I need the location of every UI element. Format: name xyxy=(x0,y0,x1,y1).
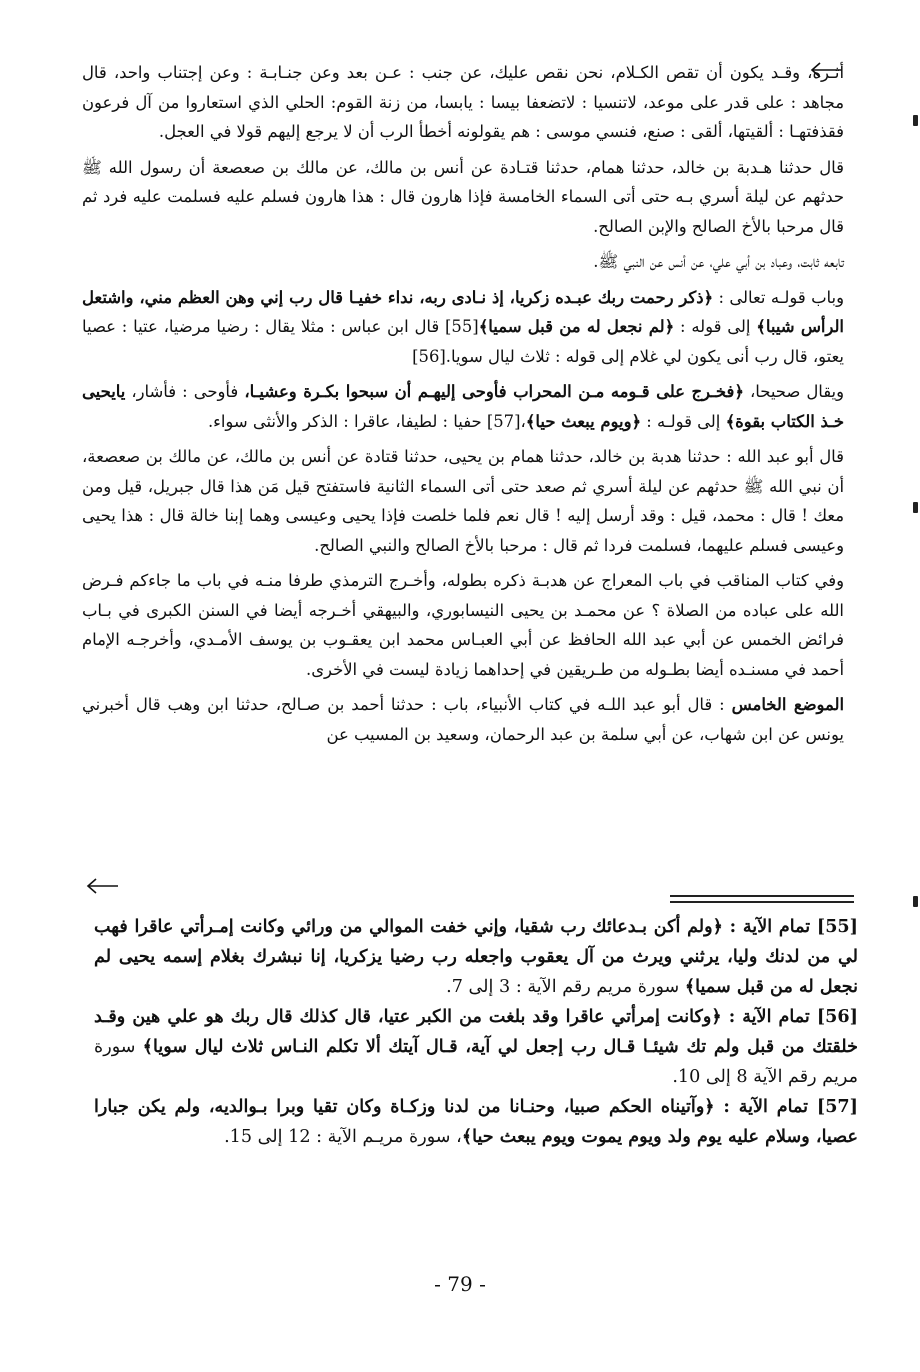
quran-verse-quote: يايحيى خـذ الكتاب بقوة﴾ xyxy=(82,382,844,431)
paragraph-5-link: إلى قولـه : xyxy=(641,411,726,431)
paragraph-7: وفي كتاب المناقب في باب المعراج عن هدبـة ذكره بطوله، وأخـرج الترمذي طرفا منـه في باب ما جاءكم فـرض الله على عباده من الصلاة ؟ عن محمـد بن يحيى النيسابوري، والبيهقي أخـرجه أيضا في السنن الكبرى في بـاب فرائض الخمس عن أبي عبد الله الحافظ عن أبي العبـاس محمد ابن يعقـوب بن يوسف الأمـدي، وأخرجـه الإمام أحمد في مسنـده أيضا بطـوله من طـريقين في إحداهما زيادة ليست في الأخرى. xyxy=(82,571,844,679)
footnote-text: تمام الآية : ﴿ولم أكن بـدعائك رب شقيا، وإني خفت الموالي من ورائي وكانت إمـرأتي عاقرا فهب لي من لدنك وليا، يرثني ويرث من آل يعقوب واجعله رب رضيا يزكريا، إنا نبشرك بغلام إسمه يحيى لم نجعل له من قبل سميا﴾ xyxy=(94,916,858,997)
quran-verse-quote: ﴿فخـرج على قـومه مـن المحراب فأوحى إليهـم أن سبحوا بكـرة وعشيـا، xyxy=(244,382,744,401)
paragraph-4 xyxy=(82,283,844,372)
quran-verse-quote: ﴿ويوم يبعث حيا﴾ xyxy=(525,411,642,431)
paragraph-5 xyxy=(82,377,844,436)
footnotes xyxy=(94,912,858,1152)
paragraph-1: أثـره، وقـد يكون أن تقص الكـلام، نحن نقص عليك، عن جنب : عـن بعد وعن جنـابـة : وعن إجتناب واحد، قال مجاهد : على قدر على موعد، لاتنسيا : لاتضعفا بيسا : يابسا، من زنة القوم: الحلي الذي استعاروا من آل فرعون فقذفتهـا : ألقيتها، ألقى : صنع، فنسي موسى : هم يقولونه أخطأ الرب أن لا يرجع إليهم قولا في العجل. xyxy=(82,63,844,141)
paragraph-8-text: : قال أبو عبد اللـه في كتاب الأنبياء، باب : حدثنا أحمد بن صـالح، حدثنا ابن وهب قال أخبرني يونس عن ابن شهاب، عن أبي سلمة بن عبد الرحمان، وسعيد بن المسيب عن xyxy=(82,695,844,744)
quran-verse-quote: ﴿ذكر رحمت ربك عبـده زكريا، إذ نـادى ربه، نداء خفيـا قال رب إني وهن العظم مني، واشتعل الرأس شيبا﴾ xyxy=(82,287,844,336)
footnote-55 xyxy=(94,912,858,1002)
paragraph-3: تابعه ثابت، وعباد بن أبي علي، عن أنس عن النبي ﷺ. xyxy=(593,252,844,271)
footnote-text: تمام الآية : ﴿وآتيناه الحكم صبيا، وحنـانا من لدنا وزكـاة وكان تقيا وبرا بـوالديه، ولم يكن جبارا عصيا، وسلام عليه يوم ولد ويوم يموت ويوم يبعث حيا﴾ xyxy=(94,1096,858,1147)
footnote-56 xyxy=(94,1002,858,1092)
paragraph-5-gloss: فأوحى : فأشار، xyxy=(125,382,245,401)
footnote-57 xyxy=(94,1092,858,1152)
footnote-separator xyxy=(670,895,854,897)
scan-edge-mark xyxy=(913,502,918,513)
footnote-marker: [55] xyxy=(816,916,858,937)
footnote-text: تمام الآية : ﴿وكانت إمرأتي عاقرا وقد بلغت من الكبر عتيا، قال كذلك قال ربك هو علي هين وقـد خلقتك من قبل ولم تك شيئـا قـال رب إجعل لي آية، قـال آيتك ألا تكلم النـاس ثلاث ليال سويا﴾ xyxy=(94,1006,858,1057)
scan-edge-mark xyxy=(913,896,918,907)
footnote-reference: سورة مريم رقم الآية 8 إلى 10. xyxy=(94,1037,858,1087)
paragraph-5-intro: ويقال صحيحا، xyxy=(743,382,844,401)
footnote-reference: ، سورة مريـم الآية : 12 إلى 15. xyxy=(224,1127,462,1147)
paragraph-4-rest: [55] قال ابن عباس : مثلا يقال : رضيا مرضيا، عتيا : عصيا يعتو، قال رب أنى يكون لي غلام إلى قوله : ثلاث ليال سويا.[56] xyxy=(82,317,844,366)
quran-verse-quote: ﴿لم نجعل له من قبل سميا﴾ xyxy=(478,317,675,336)
paragraph-6: قال أبو عبد الله : حدثنا هدبة بن خالد، حدثنا همام بن يحيى، حدثنا قتادة عن أنس بن مالك، عن مالك بن صعصعة، أن نبي الله ﷺ حدثهم عن ليلة أسري ثم صعد حتى أتى السماء الثانية فاستفتح قيل مَن هذا قال جبريل، قيل ومن معك ! قال : محمد، قيل : وقد أرسل إليه ! قال نعم فلما خلصت فإذا يحيى وعيسى وهما إبنا خالة قال : هذا يحيى وعيسى فسلم عليهما، فسلمت فردا ثم قال : مرحبا بالأخ الصالح والنبي الصالح. xyxy=(82,447,844,555)
section-heading: الموضع الخامس xyxy=(731,695,844,714)
paragraph-8 xyxy=(82,690,844,749)
footnote-reference: سورة مريم رقم الآية : 3 إلى 7. xyxy=(446,977,685,997)
continuation-arrow-bottom-icon xyxy=(84,874,124,898)
paragraph-4-link: إلى قوله : xyxy=(674,317,757,336)
footnote-separator xyxy=(670,901,854,903)
paragraph-5-rest: ،[57] حفيا : لطيفا، عاقرا : الذكر والأنثى سواء. xyxy=(207,411,526,431)
main-text xyxy=(82,58,844,755)
footnote-marker: [56] xyxy=(816,1006,858,1027)
footnote-marker: [57] xyxy=(816,1096,858,1117)
page-number: - 79 - xyxy=(434,1272,486,1296)
paragraph-2: قال حدثنا هـدبة بن خالد، حدثنا همام، حدثنا قتـادة عن أنس بن مالك، عن مالك بن صعصعة أن رسول الله ﷺ حدثهم عن ليلة أسري بـه حتى أتى السماء الخامسة فإذا هارون قال : هذا هارون فسلم عليه فسلمت عليه فرد ثم قال مرحبا بالأخ الصالح والإبن الصالح. xyxy=(82,157,844,236)
scan-edge-mark xyxy=(913,115,918,126)
paragraph-4-intro: وباب قولـه تعالى : xyxy=(713,287,844,307)
